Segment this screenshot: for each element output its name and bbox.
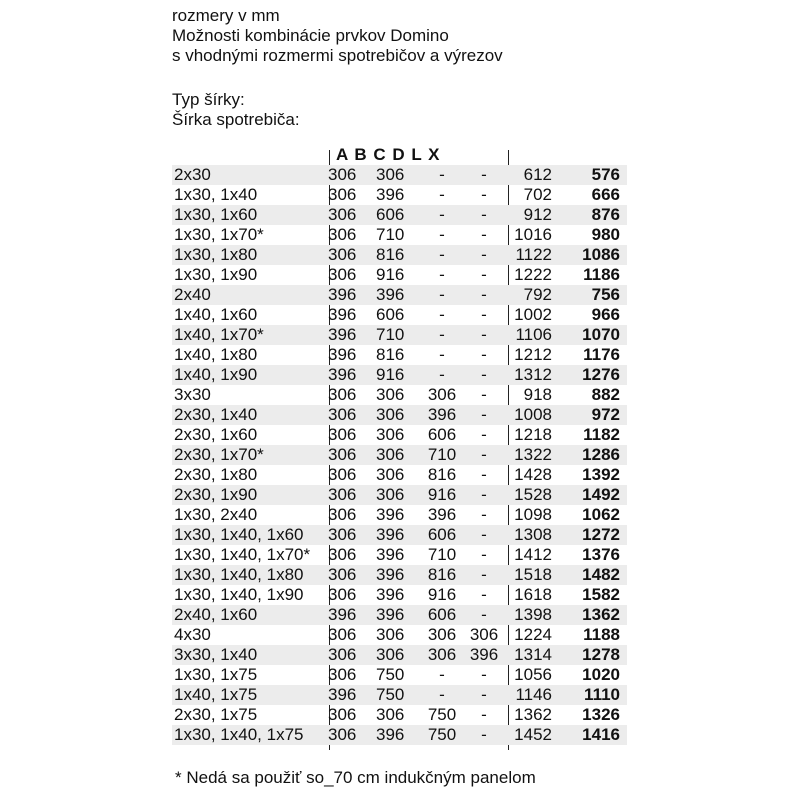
table-row	[172, 165, 627, 185]
cell-b: 916	[376, 265, 405, 284]
cell-cutout: 980	[591, 225, 620, 244]
cell-total-width: 1618	[514, 585, 552, 604]
cell-b: 396	[376, 185, 405, 204]
cell-cutout: 1176	[583, 345, 620, 364]
row-name: 3x30	[174, 385, 211, 404]
row-name: 1x30, 1x40, 1x90	[174, 585, 304, 604]
table-row	[172, 285, 627, 305]
cell-c: -	[439, 305, 445, 324]
cell-total-width: 1002	[514, 305, 552, 324]
cell-total-width: 1218	[514, 425, 552, 444]
table-row	[172, 205, 627, 225]
title-line-1: Možnosti kombinácie prvkov Domino	[172, 26, 449, 45]
table-row	[172, 305, 627, 325]
cell-d: 306	[469, 625, 499, 644]
table-row	[172, 265, 627, 285]
cell-cutout: 1062	[582, 505, 620, 524]
cell-total-width: 1212	[514, 345, 552, 364]
row-name: 1x30, 1x70*	[174, 225, 264, 244]
cell-total-width: 918	[523, 385, 552, 404]
row-name: 1x40, 1x60	[174, 305, 258, 324]
cell-d: -	[481, 605, 487, 624]
cell-b: 306	[376, 485, 405, 504]
column-header: A B C D L X	[336, 145, 441, 164]
cell-a: 306	[328, 545, 357, 564]
cell-cutout: 1186	[583, 265, 620, 284]
cell-a: 306	[328, 405, 357, 424]
cell-total-width: 1106	[515, 325, 552, 344]
cell-b: 306	[376, 705, 405, 724]
cell-b: 396	[376, 545, 405, 564]
cell-c: 816	[427, 565, 457, 584]
row-name: 1x30, 2x40	[174, 505, 258, 524]
cell-d: -	[481, 705, 487, 724]
cell-total-width: 1528	[514, 485, 552, 504]
cell-total-width: 702	[523, 185, 552, 204]
cell-a: 396	[328, 285, 357, 304]
cell-a: 306	[328, 525, 357, 544]
cell-c: 396	[427, 405, 457, 424]
cell-d: -	[481, 325, 487, 344]
row-name: 2x40, 1x60	[174, 605, 258, 624]
cell-b: 396	[376, 285, 405, 304]
table-row	[172, 185, 627, 205]
table-row	[172, 445, 627, 465]
cell-c: 396	[427, 505, 457, 524]
cell-a: 396	[328, 305, 357, 324]
cell-cutout: 1020	[582, 665, 620, 684]
cell-b: 750	[376, 665, 405, 684]
table-row	[172, 645, 627, 665]
cell-d: -	[481, 245, 487, 264]
cell-b: 306	[376, 425, 405, 444]
cell-a: 396	[328, 325, 357, 344]
cell-a: 306	[328, 385, 357, 404]
row-name: 2x30, 1x75	[174, 705, 258, 724]
cell-b: 396	[376, 585, 405, 604]
cell-b: 306	[376, 165, 405, 184]
cell-d: -	[481, 385, 487, 404]
cell-b: 306	[376, 465, 405, 484]
cell-a: 306	[328, 665, 357, 684]
cell-a: 396	[328, 685, 357, 704]
cell-cutout: 1376	[582, 545, 620, 564]
cell-total-width: 612	[523, 165, 552, 184]
cell-cutout: 1416	[582, 725, 620, 744]
cell-b: 306	[376, 385, 405, 404]
appliance-width-label: Šírka spotrebiča:	[172, 110, 300, 129]
cell-c: 710	[427, 445, 457, 464]
cell-cutout: 1086	[582, 245, 620, 264]
cell-d: -	[481, 445, 487, 464]
cell-b: 306	[376, 445, 405, 464]
row-name: 3x30, 1x40	[174, 645, 258, 664]
cell-cutout: 966	[591, 305, 620, 324]
cell-total-width: 1098	[514, 505, 552, 524]
table-row	[172, 345, 627, 365]
row-name: 1x30, 1x80	[174, 245, 258, 264]
cell-c: -	[439, 365, 445, 384]
cell-d: -	[481, 345, 487, 364]
cell-cutout: 666	[591, 185, 620, 204]
table-row	[172, 485, 627, 505]
cell-c: -	[439, 665, 445, 684]
cell-cutout: 1278	[582, 645, 620, 664]
cell-total-width: 1428	[514, 465, 552, 484]
cell-c: 916	[427, 485, 457, 504]
cell-cutout: 1392	[582, 465, 620, 484]
cell-cutout: 1326	[582, 705, 620, 724]
cell-d: -	[481, 465, 487, 484]
cell-c: 306	[427, 645, 457, 664]
cell-b: 396	[376, 605, 405, 624]
cell-a: 306	[328, 265, 357, 284]
cell-total-width: 1312	[514, 365, 552, 384]
cell-b: 306	[376, 625, 405, 644]
cell-c: 710	[427, 545, 457, 564]
units-note: rozmery v mm	[172, 6, 280, 25]
row-name: 2x30, 1x40	[174, 405, 258, 424]
cell-a: 306	[328, 165, 357, 184]
cell-total-width: 1016	[514, 225, 552, 244]
dimensions-table	[172, 165, 627, 745]
cell-total-width: 1008	[514, 405, 552, 424]
cell-a: 306	[328, 585, 357, 604]
page-header	[172, 6, 503, 66]
cell-total-width: 1122	[515, 245, 552, 264]
row-name: 1x40, 1x70*	[174, 325, 264, 344]
cell-c: -	[439, 245, 445, 264]
cell-a: 306	[328, 425, 357, 444]
table-row	[172, 605, 627, 625]
cell-d: -	[481, 545, 487, 564]
cell-b: 306	[376, 645, 405, 664]
row-name: 1x30, 1x40	[174, 185, 258, 204]
cell-a: 396	[328, 365, 357, 384]
cell-c: 750	[427, 725, 457, 744]
cell-total-width: 1452	[514, 725, 552, 744]
row-name: 2x30	[174, 165, 211, 184]
cell-b: 396	[376, 565, 405, 584]
cell-cutout: 1362	[582, 605, 620, 624]
cell-a: 306	[328, 705, 357, 724]
cell-d: -	[481, 485, 487, 504]
cell-total-width: 1222	[514, 265, 552, 284]
cell-c: -	[439, 325, 445, 344]
cell-c: -	[439, 205, 445, 224]
row-name: 2x30, 1x70*	[174, 445, 264, 464]
cell-d: -	[481, 565, 487, 584]
cell-cutout: 1110	[584, 685, 620, 704]
cell-a: 306	[328, 625, 357, 644]
cell-c: 750	[427, 705, 457, 724]
cell-a: 396	[328, 345, 357, 364]
cell-b: 816	[376, 245, 405, 264]
cell-b: 750	[376, 685, 405, 704]
cell-total-width: 792	[523, 285, 552, 304]
cell-c: 606	[427, 425, 457, 444]
cell-c: -	[439, 165, 445, 184]
cell-total-width: 1518	[514, 565, 552, 584]
cell-total-width: 1146	[515, 685, 552, 704]
cell-total-width: 1308	[514, 525, 552, 544]
cell-d: -	[481, 405, 487, 424]
cell-b: 710	[376, 325, 405, 344]
cell-cutout: 576	[591, 165, 620, 184]
cell-total-width: 1056	[514, 665, 552, 684]
cell-a: 306	[328, 725, 357, 744]
cell-c: 606	[427, 605, 457, 624]
cell-d: -	[481, 285, 487, 304]
cell-d: 396	[469, 645, 499, 664]
row-name: 2x40	[174, 285, 211, 304]
cell-b: 606	[376, 205, 405, 224]
row-name: 1x30, 1x60	[174, 205, 258, 224]
cell-cutout: 1182	[583, 425, 620, 444]
cell-c: -	[439, 685, 445, 704]
cell-total-width: 1314	[514, 645, 552, 664]
row-name: 1x30, 1x75	[174, 665, 258, 684]
cell-d: -	[481, 225, 487, 244]
cell-d: -	[481, 425, 487, 444]
cell-d: -	[481, 685, 487, 704]
table-row	[172, 685, 627, 705]
table-row	[172, 225, 627, 245]
table-row	[172, 625, 627, 645]
row-name: 1x40, 1x90	[174, 365, 258, 384]
cell-cutout: 756	[591, 285, 620, 304]
table-row	[172, 525, 627, 545]
row-name: 1x30, 1x90	[174, 265, 258, 284]
cell-c: 816	[427, 465, 457, 484]
table-row	[172, 325, 627, 345]
row-name: 4x30	[174, 625, 211, 644]
title-line-2: s vhodnými rozmermi spotrebičov a výrezov	[172, 46, 503, 65]
cell-cutout: 1276	[582, 365, 620, 384]
table-row	[172, 245, 627, 265]
cell-d: -	[481, 505, 487, 524]
cell-d: -	[481, 265, 487, 284]
cell-cutout: 1070	[582, 325, 620, 344]
cell-c: -	[439, 345, 445, 364]
cell-a: 306	[328, 465, 357, 484]
cell-c: 606	[427, 525, 457, 544]
cell-d: -	[481, 185, 487, 204]
footnote: * Nedá sa použiť so_70 cm indukčným panelom	[175, 768, 536, 787]
row-name: 1x30, 1x40, 1x80	[174, 565, 304, 584]
cell-a: 306	[328, 565, 357, 584]
cell-total-width: 1224	[514, 625, 552, 644]
cell-b: 306	[376, 405, 405, 424]
table-row	[172, 705, 627, 725]
cell-b: 606	[376, 305, 405, 324]
cell-c: -	[439, 225, 445, 244]
cell-d: -	[481, 585, 487, 604]
cell-a: 306	[328, 225, 357, 244]
row-name: 1x40, 1x80	[174, 345, 258, 364]
cell-total-width: 1322	[514, 445, 552, 464]
cell-a: 306	[328, 185, 357, 204]
cell-a: 306	[328, 645, 357, 664]
cell-a: 306	[328, 505, 357, 524]
cell-c: -	[439, 265, 445, 284]
cell-c: -	[439, 185, 445, 204]
table-row	[172, 545, 627, 565]
cell-cutout: 1272	[582, 525, 620, 544]
table-row	[172, 405, 627, 425]
cell-b: 710	[376, 225, 405, 244]
table-row	[172, 565, 627, 585]
cell-a: 306	[328, 245, 357, 264]
cell-total-width: 1398	[514, 605, 552, 624]
cell-cutout: 1482	[582, 565, 620, 584]
cell-c: 306	[427, 625, 457, 644]
row-name: 1x30, 1x40, 1x70*	[174, 545, 311, 564]
cell-d: -	[481, 365, 487, 384]
row-name: 1x30, 1x40, 1x60	[174, 525, 304, 544]
cell-b: 396	[376, 525, 405, 544]
cell-b: 816	[376, 345, 405, 364]
cell-cutout: 1188	[583, 625, 620, 644]
cell-cutout: 1492	[582, 485, 620, 504]
cell-a: 306	[328, 445, 357, 464]
table-row	[172, 465, 627, 485]
row-name: 1x40, 1x75	[174, 685, 258, 704]
cell-cutout: 972	[591, 405, 620, 424]
cell-a: 306	[328, 205, 357, 224]
table-labels	[172, 90, 300, 130]
cell-c: 916	[427, 585, 457, 604]
table-row	[172, 425, 627, 445]
cell-cutout: 876	[591, 205, 620, 224]
cell-d: -	[481, 205, 487, 224]
table-row	[172, 505, 627, 525]
table-row	[172, 385, 627, 405]
table-row	[172, 725, 627, 745]
cell-b: 916	[376, 365, 405, 384]
cell-b: 396	[376, 505, 405, 524]
table-row	[172, 365, 627, 385]
cell-cutout: 1286	[582, 445, 620, 464]
cell-d: -	[481, 525, 487, 544]
cell-d: -	[481, 725, 487, 744]
cell-d: -	[481, 165, 487, 184]
cell-a: 396	[328, 605, 357, 624]
cell-c: -	[439, 285, 445, 304]
cell-total-width: 1362	[514, 705, 552, 724]
cell-total-width: 1412	[514, 545, 552, 564]
cell-a: 306	[328, 485, 357, 504]
cell-total-width: 912	[523, 205, 552, 224]
cell-c: 306	[427, 385, 457, 404]
table-row	[172, 665, 627, 685]
type-width-label: Typ šírky:	[172, 90, 245, 109]
row-name: 1x30, 1x40, 1x75	[174, 725, 304, 744]
row-name: 2x30, 1x60	[174, 425, 258, 444]
cell-cutout: 1582	[582, 585, 620, 604]
cell-d: -	[481, 305, 487, 324]
cell-b: 396	[376, 725, 405, 744]
cell-d: -	[481, 665, 487, 684]
table-row	[172, 585, 627, 605]
row-name: 2x30, 1x80	[174, 465, 258, 484]
cell-cutout: 882	[591, 385, 620, 404]
row-name: 2x30, 1x90	[174, 485, 258, 504]
